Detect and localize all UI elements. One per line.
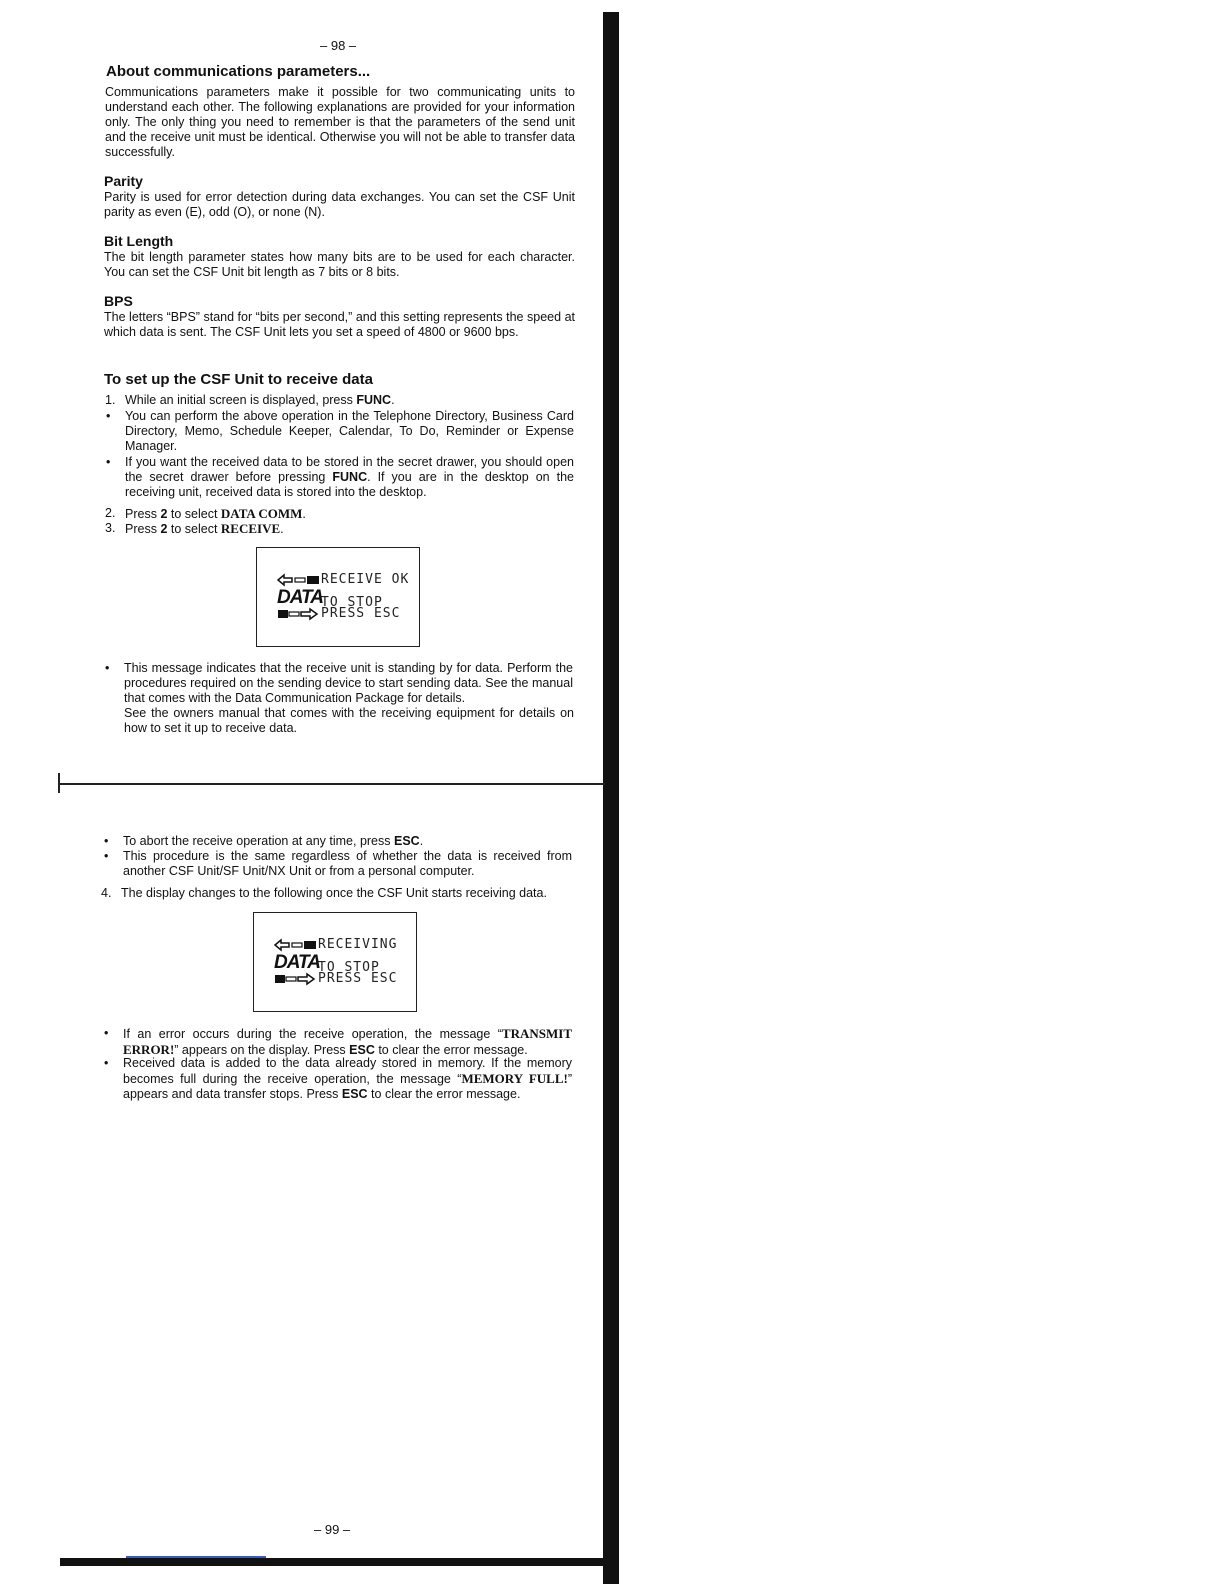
- e2-post: ” appears and data transfer stops. Press: [123, 1072, 572, 1101]
- step-1-number: 1.: [105, 393, 116, 407]
- bullet-dot: •: [104, 834, 109, 848]
- step-2-number: 2.: [105, 506, 116, 520]
- page-bottom-edge: [60, 1558, 605, 1566]
- setup-bullet-2-post: . If you are in the desktop on the receiving unit, received data is stored into the desktop.: [125, 470, 574, 499]
- lcd-display-receiving: [253, 912, 417, 1012]
- bullet-dot: •: [106, 409, 111, 423]
- step-3-pre: Press: [125, 522, 161, 536]
- step-4-number: 4.: [101, 886, 112, 900]
- standby-bullet-text: This message indicates that the receive unit is standing by for data. Perform the procedures required on the sending device to start sending data. See the manual that comes with the Data Communication Package for details.: [124, 661, 573, 705]
- step-1: [105, 393, 575, 408]
- receive-arrow-icon: [277, 607, 321, 621]
- func-key: FUNC: [356, 393, 392, 407]
- setup-bullet-2: [106, 455, 574, 500]
- standby-continuation: See the owners manual that comes with the receiving equipment for details on how to set it up to receive data.: [124, 706, 574, 735]
- error-bullet-1: [104, 1026, 572, 1056]
- page-number-bottom: – 99 –: [314, 1522, 351, 1537]
- setup-heading: To set up the CSF Unit to receive data: [104, 371, 373, 388]
- bps-body: The letters “BPS” stand for “bits per second,” and this setting represents the speed at which data is sent. The CSF Unit lets you set a speed of 4800 or 9600 bps.: [104, 310, 575, 339]
- same-procedure-text: This procedure is the same regardless of whether the data is received from another CSF Unit/SF Unit/NX Unit or from a personal computer.: [123, 849, 572, 878]
- step-3-number: 3.: [105, 521, 116, 535]
- setup-bullet-2-text: [125, 455, 574, 500]
- step-3: [105, 521, 575, 536]
- step-1-text: While an initial screen is displayed, press: [125, 393, 357, 407]
- memory-full-message: MEMORY FULL!: [461, 1071, 568, 1086]
- esc-key: ESC: [341, 1087, 368, 1101]
- key-2: 2: [160, 522, 168, 536]
- bullet-dot: •: [104, 1056, 109, 1070]
- lcd-line-2: TO STOP: [321, 595, 383, 610]
- send-arrow-icon: [274, 938, 318, 952]
- step-2: [105, 506, 575, 521]
- receive-arrow-icon: [274, 972, 318, 986]
- lcd-display-receive-ok: [256, 547, 420, 647]
- standby-bullet: [105, 661, 573, 705]
- step-1-end: .: [391, 393, 395, 407]
- bps-heading: BPS: [104, 293, 133, 309]
- comm-params-heading: About communications parameters...: [106, 63, 371, 80]
- comm-params-body: Communications parameters make it possible for two communicating units to understand each other. The following explanations are provided for your information only. The only thing you need to remember is that the parameters of the send unit and the receive unit must be identical. Otherwise you will not be able to transfer data successfully.: [105, 85, 575, 159]
- bullet-dot: •: [106, 455, 111, 469]
- step-4: [101, 886, 571, 901]
- setup-bullet-1: [106, 409, 574, 454]
- e1-pre: If an error occurs during the receive operation, the message “: [123, 1027, 502, 1041]
- page-number-top: – 98 –: [320, 38, 357, 53]
- esc-key: ESC: [393, 834, 420, 848]
- lcd-line-2: TO STOP: [318, 960, 380, 975]
- bullet-dot: •: [104, 849, 109, 863]
- step-2-mid: to select: [167, 507, 221, 521]
- transmit-error-message: TRANSMIT ERROR!: [123, 1026, 572, 1057]
- page-divider: [60, 783, 605, 785]
- lcd-line-1: RECEIVE OK: [321, 572, 410, 587]
- bottom-blue-line: [126, 1556, 266, 1558]
- lcd-line-3: PRESS ESC: [318, 971, 398, 986]
- e1-post: ” appears on the display. Press: [174, 1043, 350, 1057]
- option-data-comm: DATA COMM: [220, 506, 303, 521]
- same-procedure-bullet: [104, 849, 572, 879]
- setup-bullet-1-text: You can perform the above operation in the Telephone Directory, Business Card Directory, Memo, Schedule Keeper, Calendar, To Do, Reminder or Expense Manager.: [125, 409, 574, 453]
- error-bullet-1-text: [123, 1026, 572, 1058]
- e2-pre: Received data is added to the data already stored in memory. If the memory becomes full during the receive operation, the message “: [123, 1056, 572, 1086]
- parity-body: Parity is used for error detection during data exchanges. You can set the CSF Unit parity as even (E), odd (O), or none (N).: [104, 190, 575, 219]
- send-arrow-icon: [277, 573, 321, 587]
- lcd-line-1: RECEIVING: [318, 937, 398, 952]
- bullet-dot: •: [105, 661, 110, 675]
- abort-pre: To abort the receive operation at any time, press: [123, 834, 394, 848]
- book-spine-edge: [603, 12, 619, 1584]
- step-2-end: .: [302, 507, 306, 521]
- esc-key: ESC: [349, 1043, 375, 1057]
- step-2-pre: Press: [125, 507, 161, 521]
- data-logo: DATA: [277, 587, 323, 608]
- lcd-line-3: PRESS ESC: [321, 606, 401, 621]
- step-4-text: The display changes to the following once the CSF Unit starts receiving data.: [121, 886, 547, 900]
- parity-heading: Parity: [104, 173, 143, 189]
- abort-bullet-text: [123, 834, 572, 849]
- bit-length-body: The bit length parameter states how many bits are to be used for each character. You can set the CSF Unit bit length as 7 bits or 8 bits.: [104, 250, 575, 279]
- abort-end: .: [419, 834, 424, 848]
- error-bullet-2: [104, 1056, 572, 1101]
- e1-end: to clear the error message.: [374, 1043, 528, 1057]
- step-3-end: .: [280, 522, 284, 536]
- e2-end: to clear the error message.: [367, 1087, 521, 1101]
- data-logo: DATA: [274, 952, 320, 973]
- func-key: FUNC: [332, 470, 368, 484]
- error-bullet-2-text: [123, 1056, 572, 1102]
- bullet-dot: •: [104, 1026, 109, 1040]
- bit-length-heading: Bit Length: [104, 233, 174, 249]
- option-receive: RECEIVE: [220, 521, 281, 536]
- abort-bullet: [104, 834, 572, 849]
- key-2: 2: [160, 507, 168, 521]
- setup-bullet-2-pre: If you want the received data to be stored in the secret drawer, you should open the secret drawer before pressing: [125, 455, 574, 484]
- step-3-mid: to select: [167, 522, 221, 536]
